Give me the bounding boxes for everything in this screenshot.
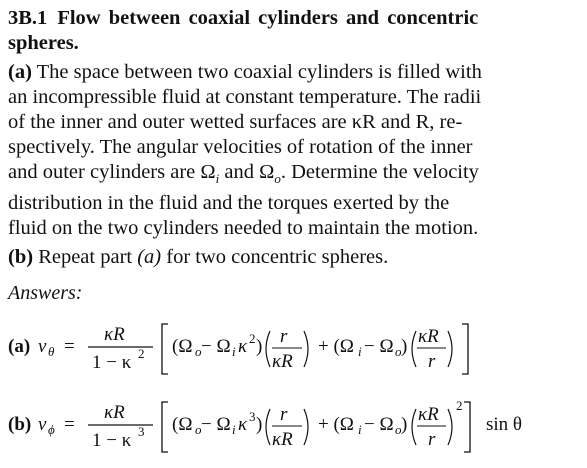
svg-text:3: 3 [249,409,256,424]
svg-text:): ) [256,414,263,435]
svg-text:θ: θ [48,344,55,359]
svg-text:2: 2 [249,331,256,346]
svg-text:− Ω: − Ω [201,414,231,435]
answer-a-label: (a) [8,336,31,357]
svg-text:(Ω: (Ω [172,336,193,357]
answer-b-equation [0,396,571,466]
svg-text:r: r [280,326,288,347]
svg-text:i: i [358,344,362,359]
title-line-1: Flow between coaxial cylinders and concentric [57,7,479,29]
part-a-text [8,60,579,241]
svg-text:o: o [395,344,402,359]
svg-text:+ (Ω: + (Ω [318,414,354,435]
svg-text:ϕ: ϕ [48,422,55,437]
part-a-label: (a) [8,61,32,83]
svg-text:r: r [428,429,436,450]
svg-text:κR: κR [418,404,439,425]
svg-text:− Ω: − Ω [201,336,231,357]
part-b-text: (b) Repeat part (a) for two concentric spheres. [8,246,389,269]
answer-a-svg [0,318,571,388]
svg-text:i: i [232,344,236,359]
svg-text:o: o [195,422,202,437]
svg-text:κR: κR [272,429,293,450]
part-a-line-6: distribution in the fluid and the torques exerted by the [8,192,450,215]
svg-text:κ: κ [238,414,248,435]
answers-label: Answers: [8,282,83,305]
svg-text:i: i [232,422,236,437]
part-a-line-3: of the inner and outer wetted surfaces are κR and R, re- [8,111,463,133]
svg-text:r: r [280,404,288,425]
part-a-line-4: spectively. The angular velocities of rotation of the inner [8,136,473,158]
answer-b-var: v [38,414,47,435]
answer-b-denominator: 1 − κ [92,430,132,451]
svg-text:− Ω: − Ω [364,414,394,435]
svg-text:+ (Ω: + (Ω [318,336,354,357]
svg-text:κ: κ [238,336,248,357]
part-a-line-7: fluid on the two cylinders needed to maintain the motion. [8,217,479,240]
svg-text:o: o [195,344,202,359]
part-a-line-2: an incompressible fluid at constant temperature. The radii [8,86,482,108]
svg-text:− Ω: − Ω [364,336,394,357]
svg-text:3: 3 [138,424,145,439]
problem-number: 3B.1 [8,7,48,29]
svg-text:): ) [401,414,408,435]
svg-text:=: = [64,414,75,435]
svg-text:r: r [428,351,436,372]
svg-text:2: 2 [138,346,145,361]
svg-text:o: o [395,422,402,437]
answer-b-numerator: κR [104,402,125,423]
title-line-2: spheres. [8,32,79,54]
svg-text:(Ω: (Ω [172,414,193,435]
svg-text:κR: κR [272,351,293,372]
svg-text:i: i [358,422,362,437]
answer-b-label: (b) [8,414,32,435]
problem-title [8,6,579,56]
answer-b-trail: sin θ [486,414,523,435]
problem-page [8,6,579,305]
answer-b-svg [0,396,571,466]
part-a-line-5: and outer cylinders are $\Omega_i$ and $\Omega_o$. Determine the velocity [8,161,479,187]
answer-a-numerator: κR [104,324,125,345]
answer-a-var: v [38,336,47,357]
part-b-label: (b) [8,246,34,269]
svg-text:κR: κR [418,326,439,347]
svg-text:): ) [256,336,263,357]
svg-text:): ) [401,336,408,357]
svg-text:=: = [64,336,75,357]
answer-a-equation [0,318,571,388]
svg-text:2: 2 [456,398,463,413]
answer-a-denominator: 1 − κ [92,352,132,373]
part-a-line-1: The space between two coaxial cylinders is filled with [31,61,482,83]
